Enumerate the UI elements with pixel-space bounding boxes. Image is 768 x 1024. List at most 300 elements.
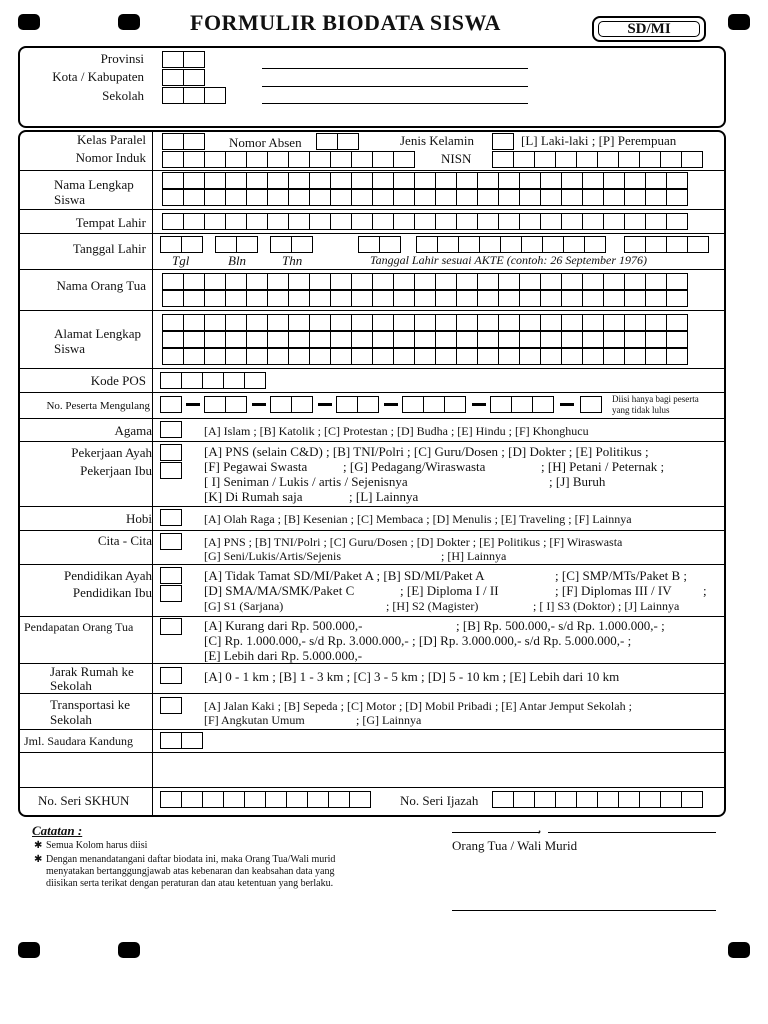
input-cell[interactable] — [267, 331, 289, 348]
input-cell[interactable] — [500, 236, 522, 253]
input-cell[interactable] — [267, 151, 289, 168]
input-cell[interactable] — [246, 348, 268, 365]
input-cell[interactable] — [456, 348, 478, 365]
nama-lengkap-boxes-2[interactable] — [162, 189, 687, 206]
input-cell[interactable] — [624, 189, 646, 206]
input-cell[interactable] — [561, 273, 583, 290]
input-cell[interactable] — [372, 290, 394, 307]
sekolah-line[interactable] — [262, 103, 528, 104]
input-cell[interactable] — [183, 348, 205, 365]
input-cell[interactable] — [582, 290, 604, 307]
input-cell[interactable] — [393, 213, 415, 230]
input-cell[interactable] — [162, 290, 184, 307]
skhun-boxes[interactable] — [160, 791, 370, 808]
input-cell[interactable] — [435, 348, 457, 365]
input-cell[interactable] — [666, 189, 688, 206]
input-cell[interactable] — [666, 331, 688, 348]
input-cell[interactable] — [267, 189, 289, 206]
input-cell[interactable] — [309, 290, 331, 307]
input-cell[interactable] — [582, 213, 604, 230]
input-cell[interactable] — [580, 396, 602, 413]
input-cell[interactable] — [519, 189, 541, 206]
input-cell[interactable] — [414, 348, 436, 365]
input-cell[interactable] — [645, 273, 667, 290]
input-cell[interactable] — [561, 213, 583, 230]
peserta-box-4[interactable] — [336, 396, 378, 413]
input-cell[interactable] — [498, 172, 520, 189]
nomor-absen-boxes[interactable] — [316, 133, 358, 150]
input-cell[interactable] — [244, 791, 266, 808]
input-cell[interactable] — [379, 236, 401, 253]
input-cell[interactable] — [309, 331, 331, 348]
input-cell[interactable] — [416, 236, 438, 253]
input-cell[interactable] — [309, 273, 331, 290]
input-cell[interactable] — [202, 372, 224, 389]
pendidikan-ibu-box[interactable] — [160, 585, 182, 602]
input-cell[interactable] — [435, 213, 457, 230]
bln-boxes[interactable] — [215, 236, 257, 253]
input-cell[interactable] — [456, 314, 478, 331]
input-cell[interactable] — [624, 236, 646, 253]
input-cell[interactable] — [183, 331, 205, 348]
input-cell[interactable] — [582, 189, 604, 206]
pekerjaan-ayah-box[interactable] — [160, 444, 182, 461]
input-cell[interactable] — [291, 396, 313, 413]
input-cell[interactable] — [660, 791, 682, 808]
input-cell[interactable] — [288, 172, 310, 189]
input-cell[interactable] — [225, 273, 247, 290]
input-cell[interactable] — [666, 273, 688, 290]
input-cell[interactable] — [162, 51, 184, 68]
input-cell[interactable] — [246, 151, 268, 168]
input-cell[interactable] — [624, 290, 646, 307]
input-cell[interactable] — [624, 348, 646, 365]
saudara-boxes[interactable] — [160, 732, 202, 749]
input-cell[interactable] — [204, 290, 226, 307]
input-cell[interactable] — [555, 151, 577, 168]
input-cell[interactable] — [639, 151, 661, 168]
input-cell[interactable] — [624, 172, 646, 189]
input-cell[interactable] — [288, 273, 310, 290]
input-cell[interactable] — [225, 213, 247, 230]
tgl-boxes[interactable] — [160, 236, 202, 253]
input-cell[interactable] — [162, 189, 184, 206]
input-cell[interactable] — [246, 189, 268, 206]
input-cell[interactable] — [435, 290, 457, 307]
input-cell[interactable] — [351, 189, 373, 206]
input-cell[interactable] — [372, 273, 394, 290]
transportasi-box[interactable] — [160, 697, 182, 714]
signature-line[interactable] — [452, 910, 716, 911]
input-cell[interactable] — [162, 151, 184, 168]
tempat-lahir-boxes[interactable] — [162, 213, 687, 230]
input-cell[interactable] — [393, 290, 415, 307]
input-cell[interactable] — [666, 172, 688, 189]
input-cell[interactable] — [498, 273, 520, 290]
input-cell[interactable] — [534, 791, 556, 808]
input-cell[interactable] — [181, 372, 203, 389]
input-cell[interactable] — [328, 791, 350, 808]
input-cell[interactable] — [393, 151, 415, 168]
alamat-boxes-3[interactable] — [162, 348, 687, 365]
input-cell[interactable] — [162, 69, 184, 86]
input-cell[interactable] — [316, 133, 338, 150]
input-cell[interactable] — [372, 213, 394, 230]
input-cell[interactable] — [456, 331, 478, 348]
input-cell[interactable] — [456, 172, 478, 189]
input-cell[interactable] — [372, 331, 394, 348]
agama-box[interactable] — [160, 421, 182, 438]
input-cell[interactable] — [498, 189, 520, 206]
input-cell[interactable] — [555, 791, 577, 808]
peserta-box-6[interactable] — [490, 396, 553, 413]
bulan-boxes[interactable] — [416, 236, 605, 253]
input-cell[interactable] — [456, 290, 478, 307]
input-cell[interactable] — [160, 396, 182, 413]
tahun-boxes[interactable] — [624, 236, 708, 253]
input-cell[interactable] — [582, 314, 604, 331]
input-cell[interactable] — [618, 151, 640, 168]
peserta-box-7[interactable] — [580, 396, 601, 413]
input-cell[interactable] — [666, 348, 688, 365]
input-cell[interactable] — [597, 791, 619, 808]
input-cell[interactable] — [582, 348, 604, 365]
input-cell[interactable] — [498, 331, 520, 348]
input-cell[interactable] — [309, 213, 331, 230]
input-cell[interactable] — [215, 236, 237, 253]
input-cell[interactable] — [183, 133, 205, 150]
input-cell[interactable] — [561, 172, 583, 189]
input-cell[interactable] — [492, 151, 514, 168]
place-line[interactable] — [452, 832, 540, 833]
input-cell[interactable] — [267, 348, 289, 365]
input-cell[interactable] — [162, 331, 184, 348]
input-cell[interactable] — [309, 189, 331, 206]
input-cell[interactable] — [477, 273, 499, 290]
input-cell[interactable] — [666, 236, 688, 253]
input-cell[interactable] — [223, 372, 245, 389]
input-cell[interactable] — [666, 213, 688, 230]
input-cell[interactable] — [204, 151, 226, 168]
input-cell[interactable] — [618, 791, 640, 808]
sekolah-boxes[interactable] — [162, 87, 225, 104]
input-cell[interactable] — [267, 314, 289, 331]
input-cell[interactable] — [645, 314, 667, 331]
input-cell[interactable] — [183, 189, 205, 206]
peserta-box-1[interactable] — [160, 396, 181, 413]
input-cell[interactable] — [307, 791, 329, 808]
nama-orang-tua-boxes-2[interactable] — [162, 290, 687, 307]
input-cell[interactable] — [330, 189, 352, 206]
input-cell[interactable] — [291, 236, 313, 253]
input-cell[interactable] — [351, 172, 373, 189]
input-cell[interactable] — [393, 172, 415, 189]
input-cell[interactable] — [204, 189, 226, 206]
input-cell[interactable] — [330, 151, 352, 168]
input-cell[interactable] — [330, 273, 352, 290]
input-cell[interactable] — [183, 51, 205, 68]
input-cell[interactable] — [351, 331, 373, 348]
input-cell[interactable] — [603, 172, 625, 189]
input-cell[interactable] — [603, 314, 625, 331]
input-cell[interactable] — [393, 273, 415, 290]
provinsi-line[interactable] — [262, 68, 528, 69]
input-cell[interactable] — [393, 314, 415, 331]
input-cell[interactable] — [444, 396, 466, 413]
input-cell[interactable] — [513, 151, 535, 168]
input-cell[interactable] — [236, 236, 258, 253]
input-cell[interactable] — [265, 791, 287, 808]
input-cell[interactable] — [603, 189, 625, 206]
input-cell[interactable] — [603, 290, 625, 307]
input-cell[interactable] — [204, 172, 226, 189]
input-cell[interactable] — [160, 791, 182, 808]
input-cell[interactable] — [477, 331, 499, 348]
jenis-kelamin-box[interactable] — [492, 133, 514, 150]
input-cell[interactable] — [160, 372, 182, 389]
input-cell[interactable] — [666, 290, 688, 307]
input-cell[interactable] — [183, 69, 205, 86]
input-cell[interactable] — [357, 396, 379, 413]
pendidikan-ayah-box[interactable] — [160, 567, 182, 584]
input-cell[interactable] — [288, 213, 310, 230]
alamat-boxes-1[interactable] — [162, 314, 687, 331]
input-cell[interactable] — [681, 151, 703, 168]
input-cell[interactable] — [458, 236, 480, 253]
input-cell[interactable] — [540, 348, 562, 365]
input-cell[interactable] — [519, 348, 541, 365]
pendapatan-box[interactable] — [160, 618, 182, 635]
input-cell[interactable] — [582, 172, 604, 189]
jarak-box[interactable] — [160, 667, 182, 684]
input-cell[interactable] — [225, 331, 247, 348]
input-cell[interactable] — [645, 290, 667, 307]
input-cell[interactable] — [183, 213, 205, 230]
input-cell[interactable] — [351, 213, 373, 230]
input-cell[interactable] — [183, 314, 205, 331]
input-cell[interactable] — [309, 314, 331, 331]
input-cell[interactable] — [490, 396, 512, 413]
input-cell[interactable] — [244, 372, 266, 389]
alamat-boxes-2[interactable] — [162, 331, 687, 348]
input-cell[interactable] — [162, 314, 184, 331]
input-cell[interactable] — [561, 331, 583, 348]
input-cell[interactable] — [246, 213, 268, 230]
input-cell[interactable] — [202, 791, 224, 808]
input-cell[interactable] — [477, 290, 499, 307]
input-cell[interactable] — [330, 348, 352, 365]
input-cell[interactable] — [479, 236, 501, 253]
input-cell[interactable] — [183, 87, 205, 104]
nisn-boxes[interactable] — [492, 151, 702, 168]
input-cell[interactable] — [414, 273, 436, 290]
input-cell[interactable] — [435, 189, 457, 206]
input-cell[interactable] — [540, 172, 562, 189]
input-cell[interactable] — [162, 273, 184, 290]
input-cell[interactable] — [393, 348, 415, 365]
input-cell[interactable] — [204, 314, 226, 331]
input-cell[interactable] — [624, 331, 646, 348]
input-cell[interactable] — [603, 213, 625, 230]
input-cell[interactable] — [183, 290, 205, 307]
input-cell[interactable] — [492, 791, 514, 808]
kota-line[interactable] — [262, 86, 528, 87]
input-cell[interactable] — [393, 331, 415, 348]
input-cell[interactable] — [540, 290, 562, 307]
input-cell[interactable] — [435, 331, 457, 348]
input-cell[interactable] — [162, 348, 184, 365]
input-cell[interactable] — [519, 314, 541, 331]
input-cell[interactable] — [532, 396, 554, 413]
input-cell[interactable] — [183, 172, 205, 189]
input-cell[interactable] — [225, 396, 247, 413]
input-cell[interactable] — [540, 273, 562, 290]
input-cell[interactable] — [336, 396, 358, 413]
input-cell[interactable] — [225, 348, 247, 365]
input-cell[interactable] — [204, 213, 226, 230]
input-cell[interactable] — [435, 172, 457, 189]
input-cell[interactable] — [246, 331, 268, 348]
input-cell[interactable] — [181, 732, 203, 749]
input-cell[interactable] — [162, 133, 184, 150]
input-cell[interactable] — [309, 348, 331, 365]
input-cell[interactable] — [540, 314, 562, 331]
nama-lengkap-boxes-1[interactable] — [162, 172, 687, 189]
kelas-paralel-boxes[interactable] — [162, 133, 204, 150]
pekerjaan-ibu-box[interactable] — [160, 462, 182, 479]
input-cell[interactable] — [372, 314, 394, 331]
input-cell[interactable] — [477, 314, 499, 331]
input-cell[interactable] — [204, 396, 226, 413]
input-cell[interactable] — [225, 151, 247, 168]
input-cell[interactable] — [204, 273, 226, 290]
input-cell[interactable] — [624, 314, 646, 331]
input-cell[interactable] — [162, 87, 184, 104]
input-cell[interactable] — [246, 172, 268, 189]
date-line[interactable] — [548, 832, 716, 833]
input-cell[interactable] — [645, 172, 667, 189]
input-cell[interactable] — [288, 290, 310, 307]
input-cell[interactable] — [393, 189, 415, 206]
input-cell[interactable] — [204, 87, 226, 104]
input-cell[interactable] — [267, 273, 289, 290]
input-cell[interactable] — [349, 791, 371, 808]
provinsi-boxes[interactable] — [162, 51, 204, 68]
input-cell[interactable] — [435, 273, 457, 290]
input-cell[interactable] — [286, 791, 308, 808]
input-cell[interactable] — [519, 331, 541, 348]
input-cell[interactable] — [456, 213, 478, 230]
input-cell[interactable] — [351, 273, 373, 290]
input-cell[interactable] — [624, 273, 646, 290]
input-cell[interactable] — [330, 314, 352, 331]
input-cell[interactable] — [204, 348, 226, 365]
input-cell[interactable] — [267, 213, 289, 230]
input-cell[interactable] — [181, 236, 203, 253]
input-cell[interactable] — [358, 236, 380, 253]
input-cell[interactable] — [225, 314, 247, 331]
input-cell[interactable] — [540, 213, 562, 230]
input-cell[interactable] — [351, 348, 373, 365]
input-cell[interactable] — [498, 213, 520, 230]
input-cell[interactable] — [576, 151, 598, 168]
input-cell[interactable] — [267, 172, 289, 189]
input-cell[interactable] — [561, 314, 583, 331]
input-cell[interactable] — [561, 189, 583, 206]
input-cell[interactable] — [372, 189, 394, 206]
input-cell[interactable] — [563, 236, 585, 253]
input-cell[interactable] — [519, 273, 541, 290]
kota-boxes[interactable] — [162, 69, 204, 86]
input-cell[interactable] — [414, 213, 436, 230]
input-cell[interactable] — [267, 290, 289, 307]
input-cell[interactable] — [584, 236, 606, 253]
input-cell[interactable] — [456, 273, 478, 290]
input-cell[interactable] — [534, 151, 556, 168]
cita-cita-box[interactable] — [160, 533, 182, 550]
input-cell[interactable] — [603, 331, 625, 348]
input-cell[interactable] — [309, 172, 331, 189]
input-cell[interactable] — [645, 331, 667, 348]
input-cell[interactable] — [561, 290, 583, 307]
tanggal-boxes[interactable] — [358, 236, 400, 253]
input-cell[interactable] — [414, 290, 436, 307]
input-cell[interactable] — [437, 236, 459, 253]
input-cell[interactable] — [414, 172, 436, 189]
input-cell[interactable] — [183, 273, 205, 290]
input-cell[interactable] — [645, 348, 667, 365]
input-cell[interactable] — [561, 348, 583, 365]
input-cell[interactable] — [288, 151, 310, 168]
input-cell[interactable] — [288, 314, 310, 331]
input-cell[interactable] — [603, 273, 625, 290]
input-cell[interactable] — [270, 236, 292, 253]
input-cell[interactable] — [160, 732, 182, 749]
input-cell[interactable] — [162, 172, 184, 189]
peserta-box-2[interactable] — [204, 396, 246, 413]
input-cell[interactable] — [540, 331, 562, 348]
input-cell[interactable] — [414, 189, 436, 206]
input-cell[interactable] — [372, 151, 394, 168]
input-cell[interactable] — [309, 151, 331, 168]
input-cell[interactable] — [351, 314, 373, 331]
ijazah-boxes[interactable] — [492, 791, 702, 808]
input-cell[interactable] — [330, 213, 352, 230]
peserta-box-3[interactable] — [270, 396, 312, 413]
input-cell[interactable] — [498, 290, 520, 307]
input-cell[interactable] — [288, 348, 310, 365]
input-cell[interactable] — [162, 213, 184, 230]
kode-pos-boxes[interactable] — [160, 372, 265, 389]
input-cell[interactable] — [519, 172, 541, 189]
input-cell[interactable] — [183, 151, 205, 168]
input-cell[interactable] — [225, 290, 247, 307]
input-cell[interactable] — [456, 189, 478, 206]
input-cell[interactable] — [372, 348, 394, 365]
input-cell[interactable] — [414, 314, 436, 331]
input-cell[interactable] — [181, 791, 203, 808]
input-cell[interactable] — [246, 273, 268, 290]
input-cell[interactable] — [330, 172, 352, 189]
input-cell[interactable] — [498, 348, 520, 365]
input-cell[interactable] — [225, 189, 247, 206]
input-cell[interactable] — [372, 172, 394, 189]
input-cell[interactable] — [288, 189, 310, 206]
input-cell[interactable] — [660, 151, 682, 168]
input-cell[interactable] — [498, 314, 520, 331]
input-cell[interactable] — [576, 791, 598, 808]
input-cell[interactable] — [270, 396, 292, 413]
